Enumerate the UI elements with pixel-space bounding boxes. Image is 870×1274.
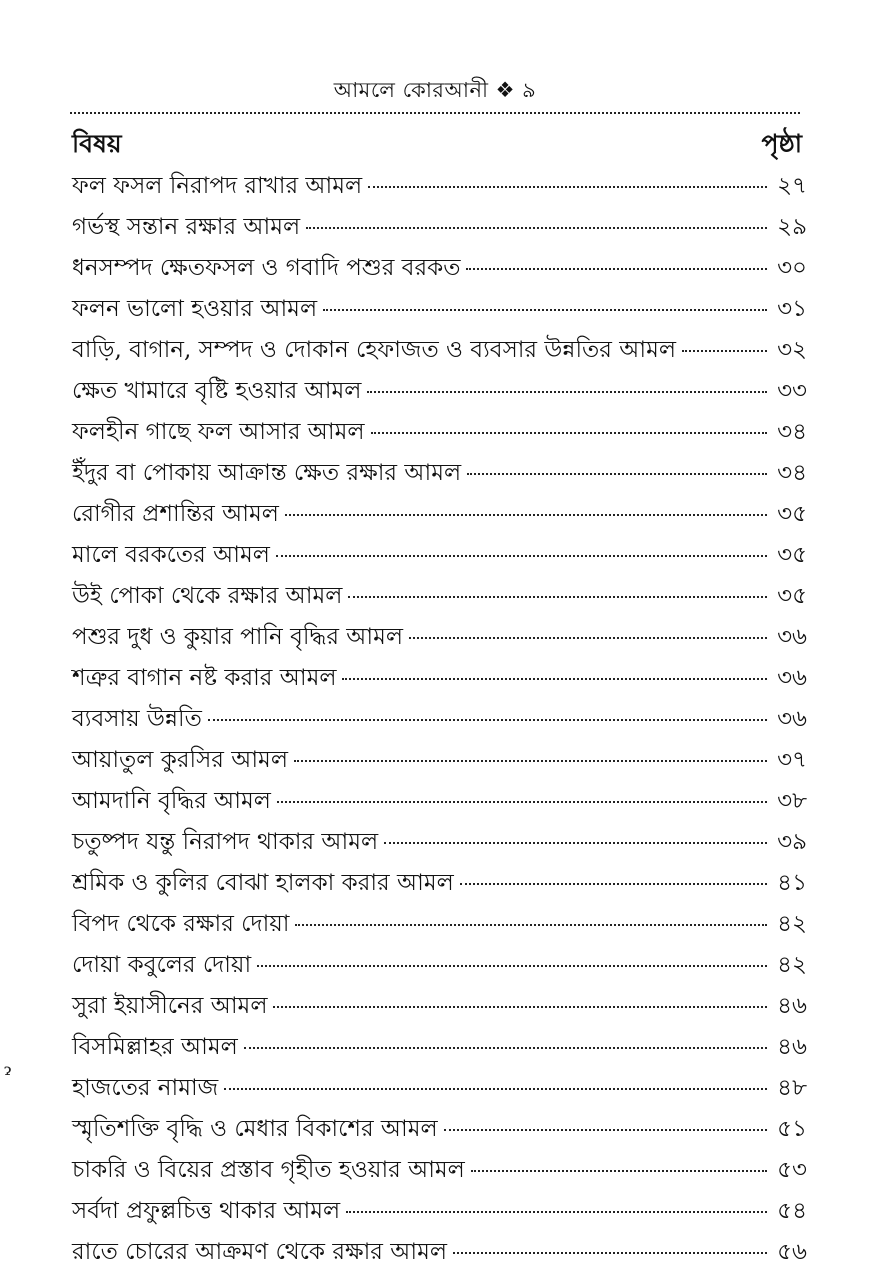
toc-entry-title: দোয়া কবুলের দোয়া <box>72 952 252 978</box>
toc-entry <box>72 1151 807 1192</box>
toc-entry-page: ৪৮ <box>777 1075 807 1101</box>
dot-leader <box>257 965 767 967</box>
toc-entry <box>72 823 807 864</box>
toc-entry <box>72 413 807 454</box>
toc-entry-title: স্মৃতিশক্তি বৃদ্ধি ও মেধার বিকাশের আমল <box>72 1116 438 1142</box>
dot-leader <box>471 1170 767 1172</box>
dot-leader <box>409 637 767 639</box>
toc-entry-page: ৩৬ <box>777 706 807 732</box>
dot-leader <box>682 350 767 352</box>
toc-entry <box>72 372 807 413</box>
dot-leader <box>444 1129 767 1131</box>
dot-leader <box>244 1047 767 1049</box>
dot-leader <box>367 391 767 393</box>
toc-entry <box>72 290 807 331</box>
toc-entry-title: সুরা ইয়াসীনের আমল <box>72 993 268 1019</box>
toc-entry <box>72 1233 807 1274</box>
toc-entry-title: ইঁদুর বা পোকায় আক্রান্ত ক্ষেত রক্ষার আমল <box>72 460 462 486</box>
toc-entry-page: ৩৪ <box>777 460 807 486</box>
toc-entry <box>72 577 807 618</box>
toc-entry-page: ৩০ <box>777 255 807 281</box>
toc-entry <box>72 167 807 208</box>
toc-entry-title: বিপদ থেকে রক্ষার দোয়া <box>72 911 290 937</box>
toc-entry-title: আমদানি বৃদ্ধির আমল <box>72 788 271 814</box>
toc-entry <box>72 536 807 577</box>
dot-leader <box>467 473 767 475</box>
toc-entry-page: ৪২ <box>777 952 807 978</box>
toc-entry-title: ফলন ভালো হওয়ার আমল <box>72 296 318 322</box>
toc-entry-page: ৫৪ <box>777 1198 807 1224</box>
toc-entry <box>72 782 807 823</box>
toc-entry <box>72 331 807 372</box>
dot-leader <box>453 1252 767 1254</box>
toc-entry-page: ২৯ <box>777 214 807 240</box>
toc-entry-title: পশুর দুধ ও কুয়ার পানি বৃদ্ধির আমল <box>72 624 404 650</box>
subject-heading: বিষয় <box>72 129 122 158</box>
toc-entry-title: গর্ভস্থ সন্তান রক্ষার আমল <box>72 214 301 240</box>
toc-entry-page: ৪১ <box>777 870 807 896</box>
toc-entry-title: চতুষ্পদ যন্তু নিরাপদ থাকার আমল <box>72 829 379 855</box>
dot-leader <box>368 186 767 188</box>
toc-entry-title: ব্যবসায় উন্নতি <box>72 706 202 732</box>
toc-entry <box>72 454 807 495</box>
toc-entry-page: ৩২ <box>777 337 807 363</box>
dot-leader <box>277 801 767 803</box>
dot-leader <box>384 842 767 844</box>
toc-entry-page: ৩৬ <box>777 624 807 650</box>
toc-entry-page: ৩৪ <box>777 419 807 445</box>
toc-entry-title: চাকরি ও বিয়ের প্রস্তাব গৃহীত হওয়ার আমল <box>72 1157 465 1183</box>
toc-entry-page: ৪৬ <box>777 993 807 1019</box>
dot-leader <box>273 1006 767 1008</box>
toc-entry-page: ৩৬ <box>777 665 807 691</box>
toc-entry <box>72 495 807 536</box>
toc-entry <box>72 208 807 249</box>
dot-leader <box>371 432 767 434</box>
toc-entry-page: ৫৩ <box>777 1157 807 1183</box>
dot-leader <box>285 514 767 516</box>
toc-entry-title: ক্ষেত খামারে বৃষ্টি হওয়ার আমল <box>72 378 362 404</box>
dot-leader <box>208 719 767 721</box>
toc-entry-title: ফলহীন গাছে ফল আসার আমল <box>72 419 365 445</box>
dot-leader <box>294 760 767 762</box>
toc-entry <box>72 987 807 1028</box>
toc-entry-page: ৫৬ <box>777 1239 807 1265</box>
toc-entry-title: সর্বদা প্রফুল্লচিত্ত থাকার আমল <box>72 1198 341 1224</box>
header-dotted-rule <box>70 112 800 114</box>
dot-leader <box>342 678 767 680</box>
page-heading: পৃষ্ঠা <box>761 129 802 158</box>
toc-entry-title: বাড়ি, বাগান, সম্পদ ও দোকান হেফাজত ও ব্যবসার উন্নতির আমল <box>72 337 676 363</box>
dot-leader <box>323 309 767 311</box>
toc-entry-page: ৫১ <box>777 1116 807 1142</box>
dot-leader <box>460 883 767 885</box>
toc-entry-title: শত্রুর বাগান নষ্ট করার আমল <box>72 665 337 691</box>
toc-entry-page: ৩১ <box>777 296 807 322</box>
toc-entry <box>72 659 807 700</box>
toc-entry-title: ধনসম্পদ ক্ষেতফসল ও গবাদি পশুর বরকত <box>72 255 461 281</box>
toc-entry-page: ৩৫ <box>777 501 807 527</box>
toc-entry <box>72 1110 807 1151</box>
table-of-contents <box>72 167 807 1274</box>
toc-entry-page: ৩৮ <box>777 788 807 814</box>
toc-entry-page: ৩৯ <box>777 829 807 855</box>
running-header: আমলে কোরআনী ❖ ৯ <box>333 78 537 102</box>
toc-entry <box>72 618 807 659</box>
toc-entry <box>72 741 807 782</box>
dot-leader <box>224 1088 767 1090</box>
toc-entry-page: ৩৩ <box>777 378 807 404</box>
toc-entry <box>72 905 807 946</box>
dot-leader <box>348 596 767 598</box>
toc-entry-title: শ্রমিক ও কুলির বোঝা হালকা করার আমল <box>72 870 454 896</box>
toc-entry <box>72 1192 807 1233</box>
toc-entry <box>72 1069 807 1110</box>
toc-entry <box>72 249 807 290</box>
toc-entry-title: মালে বরকতের আমল <box>72 542 270 568</box>
toc-entry-page: ৩৭ <box>777 747 807 773</box>
dot-leader <box>466 268 767 270</box>
toc-entry-title: হাজতের নামাজ <box>72 1075 219 1101</box>
margin-mark: ɂ <box>4 1060 12 1079</box>
toc-entry-page: ৩৫ <box>777 542 807 568</box>
toc-entry-title: রাতে চোরের আক্রমণ থেকে রক্ষার আমল <box>72 1239 447 1265</box>
toc-entry-title: বিসমিল্লাহর আমল <box>72 1034 238 1060</box>
toc-entry-page: ২৭ <box>777 173 807 199</box>
dot-leader <box>306 227 767 229</box>
toc-entry <box>72 864 807 905</box>
toc-entry-title: রোগীর প্রশান্তির আমল <box>72 501 279 527</box>
toc-entry-page: ৪২ <box>777 911 807 937</box>
dot-leader <box>276 555 767 557</box>
toc-entry <box>72 946 807 987</box>
toc-entry-title: ফল ফসল নিরাপদ রাখার আমল <box>72 173 363 199</box>
dot-leader <box>346 1211 767 1213</box>
dot-leader <box>295 924 767 926</box>
toc-entry-page: ৪৬ <box>777 1034 807 1060</box>
toc-entry <box>72 700 807 741</box>
toc-entry <box>72 1028 807 1069</box>
toc-entry-title: আয়াতুল কুরসির আমল <box>72 747 288 773</box>
toc-entry-page: ৩৫ <box>777 583 807 609</box>
column-headings <box>72 124 802 167</box>
toc-entry-title: উই পোকা থেকে রক্ষার আমল <box>72 583 343 609</box>
